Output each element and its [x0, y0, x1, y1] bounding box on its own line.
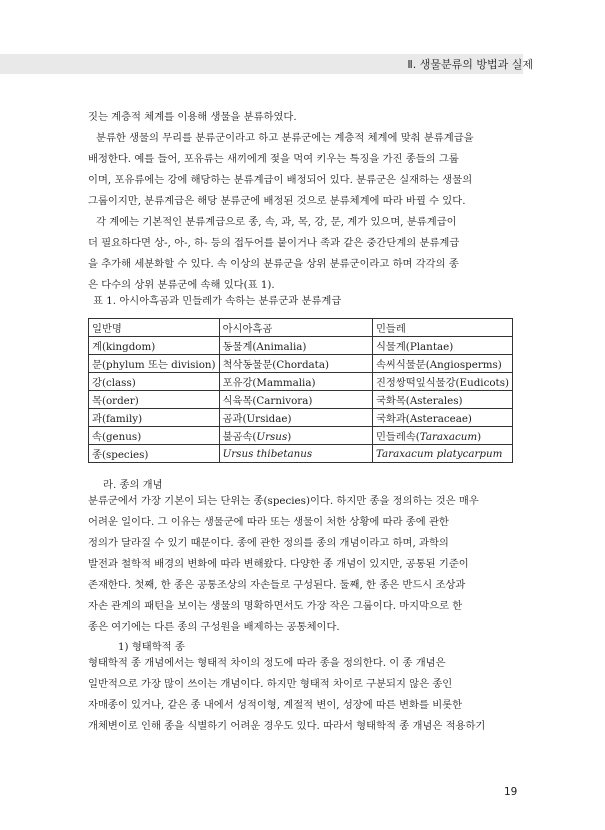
bear-species-cell: Ursus thibetanus: [219, 445, 372, 463]
rank-cell: 계(kingdom): [89, 337, 220, 355]
text-line: 자손 관계의 패턴을 보이는 생물의 명확하면서도 가장 작은 그룹이다. 마지막으로 한: [88, 600, 463, 612]
running-header: Ⅱ. 생물분류의 방법과 실제: [407, 58, 533, 71]
text-line: 그룹이지만, 분류계급은 해당 분류군에 배정된 것으로 분류체계에 따라 바뀔 수 있다.: [88, 195, 466, 207]
text-line: 각 계에는 기본적인 분류계급으로 종, 속, 과, 목, 강, 문, 계가 있으며, 분류계급이: [96, 216, 457, 228]
paragraph-morphological: [88, 653, 524, 737]
page-number: 19: [504, 786, 518, 798]
rank-cell: 과(family): [89, 409, 220, 427]
dandelion-genus-prefix: 민들레속(: [375, 431, 420, 443]
bear-genus-prefix: 불곰속(: [222, 431, 257, 443]
paragraph-species-concept: [88, 491, 524, 638]
text-line: 일반적으로 가장 많이 쓰이는 개념이다. 하지만 형태적 차이로 구분되지 않은 종인: [88, 678, 453, 690]
text-line: 더 필요하다면 상-, 아-, 하- 등의 접두어를 붙이거나 족과 같은 중간단계의 분류계급: [88, 237, 460, 249]
table-header-row: [89, 319, 513, 337]
text-line: 개체변이로 인해 종을 식별하기 어려운 경우도 있다. 따라서 형태학적 종 개념은 적용하기: [88, 720, 486, 732]
dandelion-cell: 속씨식물문(Angiosperms): [372, 355, 512, 373]
text-line: 분류군에서 가장 기본이 되는 단위는 종(species)이다. 하지만 종을 정의하는 것은 매우: [88, 495, 479, 507]
header-cell: 아시아흑곰: [219, 319, 372, 337]
rank-cell: 속(genus): [89, 427, 220, 445]
table-caption: 표 1. 아시아흑곰과 민들레가 속하는 분류군과 분류계급: [93, 295, 342, 307]
text-line: 정의가 달라질 수 있기 때문이다. 종에 관한 정의를 종의 개념이라고 하며, 과학의: [88, 537, 449, 549]
dandelion-cell: [372, 427, 512, 445]
bear-genus-suffix: ): [287, 431, 292, 443]
text-line: 은 다수의 상위 분류군에 속해 있다(표 1).: [88, 279, 275, 291]
bear-genus-italic: Ursus: [256, 431, 288, 443]
dandelion-genus-suffix: ): [477, 431, 482, 443]
paragraph-taxonomy: [88, 107, 524, 296]
table-row: [89, 373, 513, 391]
dandelion-species-cell: Taraxacum platycarpum: [372, 445, 512, 463]
bear-cell: 포유강(Mammalia): [219, 373, 372, 391]
text-line: 발전과 철학적 배경의 변화에 따라 변해왔다. 다양한 종 개념이 있지만, 공통된 기준이: [88, 558, 469, 570]
rank-cell: 목(order): [89, 391, 220, 409]
text-line: 자매종이 있거나, 같은 종 내에서 성적이형, 계절적 변이, 성장에 따른 변화를 비롯한: [88, 699, 463, 711]
table-row: [89, 427, 513, 445]
bear-cell: 식육목(Carnivora): [219, 391, 372, 409]
bear-cell: 동물계(Animalia): [219, 337, 372, 355]
taxonomy-table: [88, 318, 513, 463]
bear-cell: 곰과(Ursidae): [219, 409, 372, 427]
rank-cell: 강(class): [89, 373, 220, 391]
rank-cell: 종(species): [89, 445, 220, 463]
dandelion-cell: 국화목(Asterales): [372, 391, 512, 409]
text-line: 종은 여기에는 다른 종의 구성원을 배제하는 공통체이다.: [88, 621, 340, 633]
header-cell: 일반명: [89, 319, 220, 337]
text-line: 이며, 포유류에는 강에 해당하는 분류계급이 배정되어 있다. 분류군은 실재하는 생물의: [88, 174, 473, 186]
dandelion-genus-italic: Taraxacum: [419, 431, 478, 443]
text-line: 형태학적 종 개념에서는 형태적 차이의 정도에 따라 종을 정의한다. 이 종 개념은: [88, 657, 446, 669]
dandelion-cell: 국화과(Asteraceae): [372, 409, 512, 427]
bear-cell: 척삭동물문(Chordata): [219, 355, 372, 373]
text-line: 어려운 일이다. 그 이유는 생물군에 따라 또는 생물이 처한 상황에 따라 종에 관한: [88, 516, 449, 528]
dandelion-cell: 진정쌍떡잎식물강(Eudicots): [372, 373, 512, 391]
table-row: [89, 391, 513, 409]
text-line: 짓는 계층적 체계를 이용해 생물을 분류하였다.: [88, 111, 297, 123]
section-heading-morphological: 1) 형태학적 종: [118, 641, 185, 653]
dandelion-cell: 식물계(Plantae): [372, 337, 512, 355]
section-heading-species-concept: 라. 종의 개념: [103, 479, 163, 491]
header-cell: 민들레: [372, 319, 512, 337]
text-line: 존재한다. 첫째, 한 종은 공통조상의 자손들로 구성된다. 둘째, 한 종은 반드시 조상과: [88, 579, 466, 591]
table-row: [89, 445, 513, 463]
table-row: [89, 337, 513, 355]
bear-cell: [219, 427, 372, 445]
table-row: [89, 409, 513, 427]
rank-cell: 문(phylum 또는 division): [89, 355, 220, 373]
text-line: 분류한 생물의 무리를 분류군이라고 하고 분류군에는 계층적 체계에 맞춰 분류계급을: [96, 132, 474, 144]
text-line: 배정한다. 예를 들어, 포유류는 새끼에게 젖을 먹여 키우는 특징을 가진 종들의 그룹: [88, 153, 459, 165]
text-line: 을 추가해 세분화할 수 있다. 속 이상의 분류군을 상위 분류군이라고 하며 각각의 종: [88, 258, 459, 270]
table-row: [89, 355, 513, 373]
